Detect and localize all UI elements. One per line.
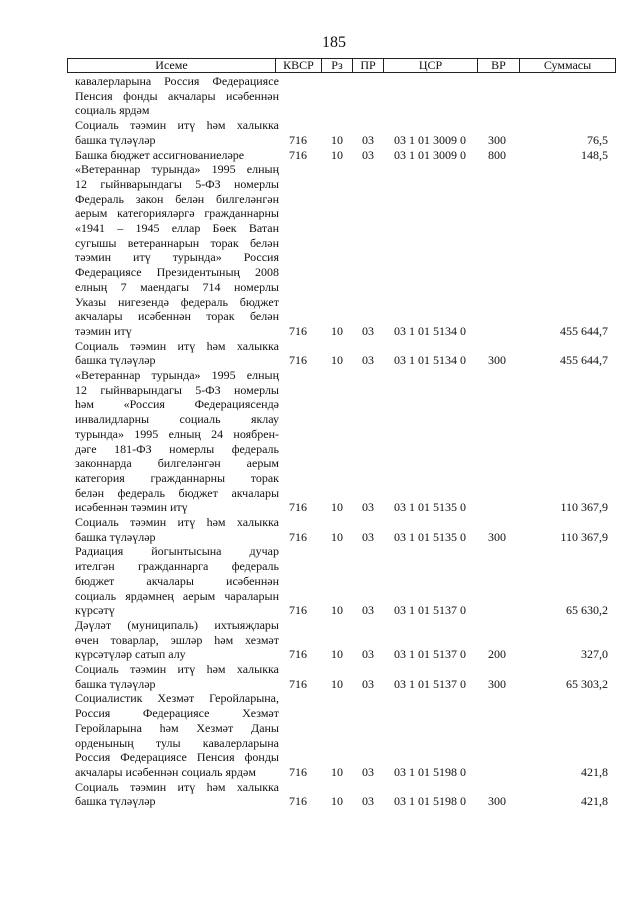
cell-kvsr: 716 <box>289 147 307 162</box>
row-name <box>75 148 279 163</box>
header-pr: ПР <box>352 59 383 72</box>
cell-sum: 455 644,7 <box>560 323 608 338</box>
row-name-line: белән федераль бюджет акчалары <box>75 485 279 500</box>
cell-kvsr: 716 <box>289 132 307 147</box>
cell-rz: 10 <box>331 529 343 544</box>
row-name-line: күрсәтү <box>75 603 115 618</box>
cell-kvsr: 716 <box>289 500 307 515</box>
cell-csr: 03 1 01 5137 0 <box>394 603 466 618</box>
row-name-line: Социаль тәэмин итү һәм халыкка <box>75 338 279 353</box>
cell-pr: 03 <box>362 132 374 147</box>
cell-rz: 10 <box>331 647 343 662</box>
row-name-line: Дәүләт (муниципаль) ихтыяҗлары <box>75 617 279 632</box>
row-name-line: Башка бюджет ассигнованиеләре <box>75 147 245 162</box>
cell-rz: 10 <box>331 323 343 338</box>
row-name-line: инвалидларны социаль яклау <box>75 412 279 427</box>
row-name-line: аерым категорияләргә гражданнарны <box>75 206 279 221</box>
cell-pr: 03 <box>362 764 374 779</box>
row-name-line: 12 гыйнварындагы 5-ФЗ номерлы <box>75 176 279 191</box>
cell-kvsr: 716 <box>289 676 307 691</box>
cell-rz: 10 <box>331 676 343 691</box>
cell-vr: 300 <box>488 353 506 368</box>
cell-pr: 03 <box>362 500 374 515</box>
row-name <box>75 780 279 809</box>
cell-csr: 03 1 01 5137 0 <box>394 647 466 662</box>
row-name-line: Радиация йогынтысына дучар <box>75 544 279 559</box>
row-name <box>75 339 279 368</box>
row-name-line: исәбеннән тәэмин итү <box>75 500 188 515</box>
cell-sum: 421,8 <box>581 794 608 809</box>
cell-pr: 03 <box>362 676 374 691</box>
row-name-line: Пенсия фонды акчалары исәбеннән <box>75 88 279 103</box>
row-name-line: Россия Федерациясе Хезмәт <box>75 706 279 721</box>
cell-csr: 03 1 01 5134 0 <box>394 323 466 338</box>
row-name-line: Федерациясе Президентының 2008 <box>75 265 279 280</box>
cell-rz: 10 <box>331 603 343 618</box>
row-name-line: категория гражданнарны торак <box>75 470 279 485</box>
row-name <box>75 515 279 544</box>
header-csr: ЦСР <box>383 59 477 72</box>
cell-pr: 03 <box>362 603 374 618</box>
row-name-line: Социаль тәэмин итү һәм халыкка <box>75 662 279 676</box>
row-name-line: башка түләүләр <box>75 794 156 809</box>
row-name-line: бюджет акчалары исәбеннән <box>75 573 279 588</box>
cell-csr: 03 1 01 5135 0 <box>394 500 466 515</box>
cell-vr: 300 <box>488 132 506 147</box>
row-name-line: күрсәтүләр сатып алу <box>75 647 186 662</box>
row-name-line: Социалистик Хезмәт Геройларына, <box>75 691 279 706</box>
row-name-line: тәэмин итү <box>75 323 132 338</box>
cell-pr: 03 <box>362 647 374 662</box>
cell-kvsr: 716 <box>289 647 307 662</box>
cell-rz: 10 <box>331 353 343 368</box>
cell-kvsr: 716 <box>289 529 307 544</box>
row-name-line: Геройларына һәм Хезмәт Даны <box>75 720 279 735</box>
cell-kvsr: 716 <box>289 603 307 618</box>
cell-vr: 800 <box>488 147 506 162</box>
cell-kvsr: 716 <box>289 323 307 338</box>
cell-sum: 421,8 <box>581 764 608 779</box>
table-header <box>67 58 616 73</box>
row-name-line: башка түләүләр <box>75 132 156 147</box>
row-name-line: елның 7 маендагы 714 номерлы <box>75 279 279 294</box>
row-name-line: «1941 – 1945 еллар Бөек Ватан <box>75 221 279 235</box>
row-name <box>75 118 279 147</box>
row-name-line: социаль ярдәм <box>75 103 150 118</box>
cell-sum: 65 303,2 <box>566 676 608 691</box>
cell-csr: 03 1 01 5134 0 <box>394 353 466 368</box>
cell-rz: 10 <box>331 500 343 515</box>
row-name-line: законнарда билгеләнгән аерым <box>75 456 279 471</box>
row-name-line: Федераль закон белән билгеләнгән <box>75 191 279 206</box>
header-name: Исеме <box>155 58 188 72</box>
cell-kvsr: 716 <box>289 353 307 368</box>
cell-pr: 03 <box>362 147 374 162</box>
cell-pr: 03 <box>362 323 374 338</box>
cell-sum: 65 630,2 <box>566 603 608 618</box>
cell-csr: 03 1 01 3009 0 <box>394 147 466 162</box>
cell-pr: 03 <box>362 353 374 368</box>
row-name <box>75 691 279 779</box>
row-name-line: акчалары исәбеннән торак белән <box>75 309 279 324</box>
cell-sum: 148,5 <box>581 147 608 162</box>
header-rz: Рз <box>321 59 352 72</box>
row-name <box>75 544 279 618</box>
cell-csr: 03 1 01 5198 0 <box>394 794 466 809</box>
cell-kvsr: 716 <box>289 794 307 809</box>
row-name-line: тәэмин итү турында» Россия <box>75 250 279 265</box>
row-name-line: турында» 1995 елның 24 ноябрен- <box>75 426 279 441</box>
row-name-line: Социаль тәэмин итү һәм халыкка <box>75 779 279 794</box>
header-kvsr: КВСР <box>275 59 321 72</box>
cell-vr: 200 <box>488 647 506 662</box>
row-name-line: Россия Федерациясе Пенсия фонды <box>75 750 279 765</box>
cell-vr: 300 <box>488 676 506 691</box>
row-name-line: орденының тулы кавалерларына <box>75 735 279 750</box>
row-name <box>75 162 279 338</box>
row-name <box>75 618 279 662</box>
row-name <box>75 368 279 515</box>
row-name-line: һәм «Россия Федерациясендә <box>75 397 279 412</box>
row-name-line: башка түләүләр <box>75 353 156 368</box>
cell-rz: 10 <box>331 794 343 809</box>
row-name-line: Социаль тәэмин итү һәм халыкка <box>75 118 279 133</box>
cell-rz: 10 <box>331 132 343 147</box>
cell-sum: 76,5 <box>587 132 608 147</box>
cell-rz: 10 <box>331 764 343 779</box>
row-name-line: «Ветераннар турында» 1995 елның <box>75 368 279 382</box>
cell-csr: 03 1 01 5137 0 <box>394 676 466 691</box>
row-name-line: ителгән гражданнарга федераль <box>75 559 279 574</box>
row-name-line: социаль ярдәмнең аерым чараларын <box>75 588 279 603</box>
cell-sum: 110 367,9 <box>560 500 608 515</box>
row-name-line: 12 гыйнварындагы 5-ФЗ номерлы <box>75 382 279 397</box>
row-name-line: кавалерларына Россия Федерациясе <box>75 74 279 88</box>
header-vr: ВР <box>477 59 519 72</box>
row-name <box>75 74 279 118</box>
row-name-line: Социаль тәэмин итү һәм халыкка <box>75 515 279 529</box>
cell-vr: 300 <box>488 794 506 809</box>
row-name-line: башка түләүләр <box>75 529 156 544</box>
row-name-line: Указы нигезендә федераль бюджет <box>75 294 279 309</box>
cell-csr: 03 1 01 5135 0 <box>394 529 466 544</box>
row-name-line: дәге 181-ФЗ номерлы федераль <box>75 441 279 456</box>
row-name <box>75 662 279 691</box>
cell-vr: 300 <box>488 529 506 544</box>
row-name-line: «Ветераннар турында» 1995 елның <box>75 162 279 177</box>
cell-pr: 03 <box>362 529 374 544</box>
cell-sum: 327,0 <box>581 647 608 662</box>
cell-csr: 03 1 01 5198 0 <box>394 764 466 779</box>
cell-kvsr: 716 <box>289 764 307 779</box>
row-name-line: акчалары исәбеннән социаль ярдәм <box>75 764 256 779</box>
cell-csr: 03 1 01 3009 0 <box>394 132 466 147</box>
cell-pr: 03 <box>362 794 374 809</box>
row-name-line: өчен товарлар, эшләр һәм хезмәт <box>75 632 279 647</box>
row-name-line: башка түләүләр <box>75 676 156 691</box>
row-name-line: сугышы ветераннарын торак белән <box>75 235 279 250</box>
cell-sum: 110 367,9 <box>560 529 608 544</box>
cell-rz: 10 <box>331 147 343 162</box>
cell-sum: 455 644,7 <box>560 353 608 368</box>
page-number: 185 <box>322 34 346 51</box>
header-sum: Суммасы <box>519 59 615 72</box>
